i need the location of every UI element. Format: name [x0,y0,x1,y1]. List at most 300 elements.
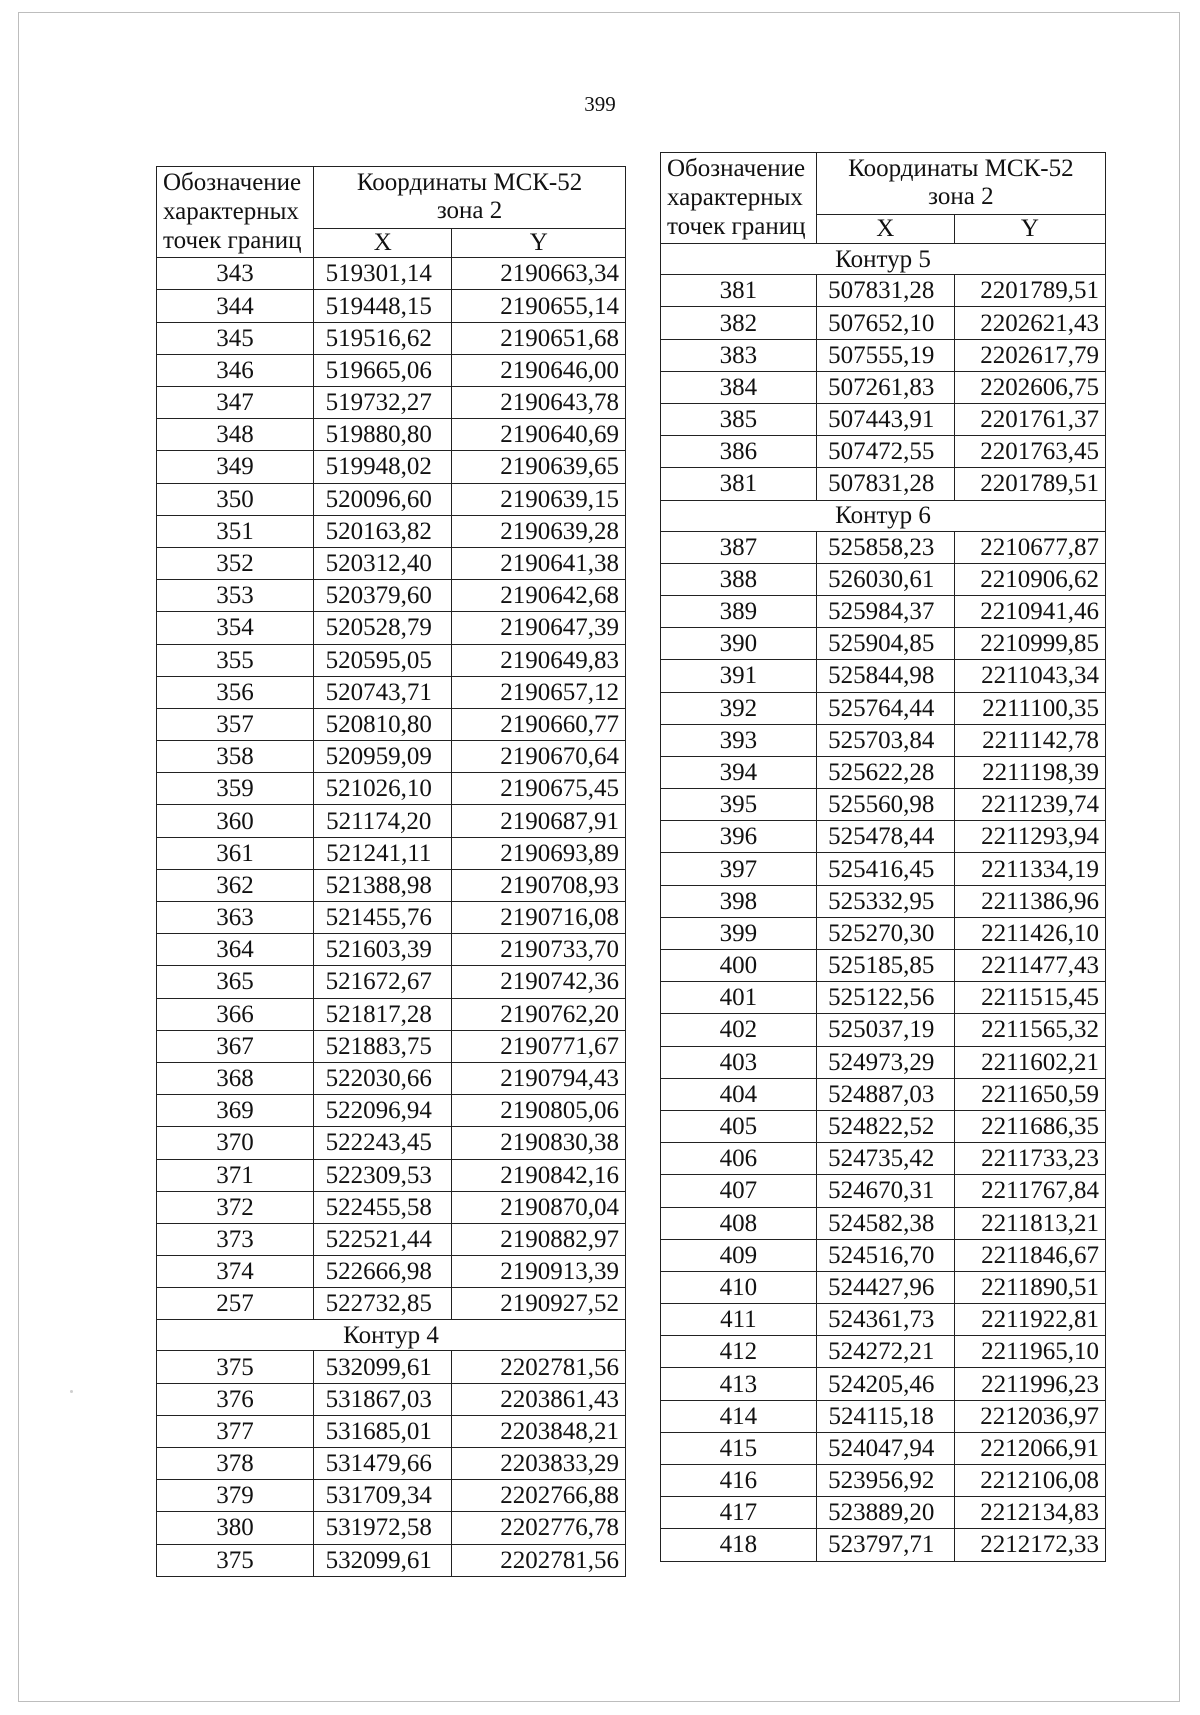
table-row [157,1415,626,1447]
x-coordinate-cell: 507555,19 [816,339,954,371]
table-row [157,1223,626,1255]
header-coords-line: зона 2 [928,183,994,211]
y-coordinate-cell: 2211733,23 [954,1143,1105,1175]
x-coordinate-cell: 524822,52 [816,1110,954,1142]
point-designation-cell: 387 [661,531,817,563]
x-coordinate-cell: 525478,44 [816,821,954,853]
x-coordinate-cell: 525764,44 [816,692,954,724]
table-row [157,354,626,386]
table-row [157,290,626,322]
point-designation-cell: 394 [661,756,817,788]
table-row [157,644,626,676]
table-row [157,1159,626,1191]
table-row [661,563,1106,595]
table-row [661,982,1106,1014]
x-coordinate-cell: 525858,23 [816,531,954,563]
point-designation-cell: 418 [661,1529,817,1561]
table-row [661,1207,1106,1239]
table-row [661,1078,1106,1110]
header-y: Y [954,214,1105,244]
x-coordinate-cell: 519301,14 [314,258,452,290]
y-coordinate-cell: 2190647,39 [452,612,626,644]
point-designation-cell: 410 [661,1271,817,1303]
table-row [157,1256,626,1288]
table-row [157,773,626,805]
header-coords-line: Координаты МСК-52 [356,168,583,196]
y-coordinate-cell: 2190771,67 [452,1030,626,1062]
y-coordinate-cell: 2190660,77 [452,708,626,740]
header-coords-line: Координаты МСК-52 [848,154,1074,182]
table-row [157,515,626,547]
y-coordinate-cell: 2211650,59 [954,1078,1105,1110]
point-designation-cell: 371 [157,1159,314,1191]
point-designation-cell: 346 [157,354,314,386]
x-coordinate-cell: 521603,39 [314,934,452,966]
point-designation-cell: 351 [157,515,314,547]
y-coordinate-cell: 2211426,10 [954,917,1105,949]
y-coordinate-cell: 2190693,89 [452,837,626,869]
y-coordinate-cell: 2190642,68 [452,580,626,612]
y-coordinate-cell: 2190716,08 [452,902,626,934]
point-designation-cell: 402 [661,1014,817,1046]
contour-section-row [661,500,1106,531]
y-coordinate-cell: 2190870,04 [452,1191,626,1223]
y-coordinate-cell: 2211515,45 [954,982,1105,1014]
x-coordinate-cell: 525904,85 [816,628,954,660]
point-designation-cell: 367 [157,1030,314,1062]
y-coordinate-cell: 2202766,88 [452,1480,626,1512]
table-row [661,917,1106,949]
table-row [661,660,1106,692]
y-coordinate-cell: 2190639,28 [452,515,626,547]
point-designation-cell: 375 [157,1544,314,1576]
y-coordinate-cell: 2211890,51 [954,1271,1105,1303]
table-row [157,1512,626,1544]
y-coordinate-cell: 2190663,34 [452,258,626,290]
table-row [157,258,626,290]
y-coordinate-cell: 2202781,56 [452,1544,626,1576]
x-coordinate-cell: 525416,45 [816,853,954,885]
header-designation-line: Обозначение [163,169,302,196]
point-designation-cell: 373 [157,1223,314,1255]
point-designation-cell: 354 [157,612,314,644]
scan-speck [70,1390,73,1393]
point-designation-cell: 398 [661,885,817,917]
table-row [157,387,626,419]
point-designation-cell: 416 [661,1465,817,1497]
y-coordinate-cell: 2202776,78 [452,1512,626,1544]
table-row [157,1383,626,1415]
table-row [661,1143,1106,1175]
point-designation-cell: 353 [157,580,314,612]
y-coordinate-cell: 2210941,46 [954,595,1105,627]
point-designation-cell: 348 [157,419,314,451]
point-designation-cell: 417 [661,1497,817,1529]
point-designation-cell: 380 [157,1512,314,1544]
x-coordinate-cell: 507443,91 [816,404,954,436]
table-row [661,1432,1106,1464]
point-designation-cell: 382 [661,307,817,339]
point-designation-cell: 344 [157,290,314,322]
x-coordinate-cell: 531709,34 [314,1480,452,1512]
x-coordinate-cell: 521455,76 [314,902,452,934]
x-coordinate-cell: 522732,85 [314,1288,452,1320]
header-coordinates [314,167,626,229]
table-row [157,451,626,483]
y-coordinate-cell: 2190641,38 [452,547,626,579]
header-designation [157,167,314,258]
table-row [157,1095,626,1127]
point-designation-cell: 406 [661,1143,817,1175]
y-coordinate-cell: 2190708,93 [452,869,626,901]
point-designation-cell: 355 [157,644,314,676]
point-designation-cell: 396 [661,821,817,853]
y-coordinate-cell: 2211386,96 [954,885,1105,917]
point-designation-cell: 372 [157,1191,314,1223]
x-coordinate-cell: 519516,62 [314,322,452,354]
x-coordinate-cell: 524973,29 [816,1046,954,1078]
point-designation-cell: 375 [157,1351,314,1383]
table-row [661,756,1106,788]
header-x: X [816,214,954,244]
table-row [157,547,626,579]
table-row [157,837,626,869]
table-row [661,692,1106,724]
x-coordinate-cell: 532099,61 [314,1351,452,1383]
x-coordinate-cell: 522096,94 [314,1095,452,1127]
table-row [157,676,626,708]
table-row [661,1497,1106,1529]
y-coordinate-cell: 2211767,84 [954,1175,1105,1207]
y-coordinate-cell: 2212106,08 [954,1465,1105,1497]
y-coordinate-cell: 2190640,69 [452,419,626,451]
x-coordinate-cell: 524670,31 [816,1175,954,1207]
y-coordinate-cell: 2190639,15 [452,483,626,515]
y-coordinate-cell: 2212066,91 [954,1432,1105,1464]
table-row [157,934,626,966]
table-row [157,322,626,354]
table-row [661,1110,1106,1142]
table-row [157,1030,626,1062]
table-row [661,468,1106,500]
y-coordinate-cell: 2203833,29 [452,1448,626,1480]
point-designation-cell: 345 [157,322,314,354]
x-coordinate-cell: 525984,37 [816,595,954,627]
x-coordinate-cell: 519448,15 [314,290,452,322]
header-designation-line: характерных [163,197,299,225]
y-coordinate-cell: 2190649,83 [452,644,626,676]
table-row [661,853,1106,885]
header-designation [661,153,817,244]
x-coordinate-cell: 526030,61 [816,563,954,595]
contour-section-row [157,1320,626,1351]
table-row [661,339,1106,371]
y-coordinate-cell: 2211293,94 [954,821,1105,853]
y-coordinate-cell: 2190651,68 [452,322,626,354]
table-row [661,436,1106,468]
table-row [157,869,626,901]
table-row [157,966,626,998]
table-row [157,1351,626,1383]
point-designation-cell: 400 [661,950,817,982]
point-designation-cell: 415 [661,1432,817,1464]
point-designation-cell: 381 [661,275,817,307]
table-row [661,821,1106,853]
point-designation-cell: 343 [157,258,314,290]
y-coordinate-cell: 2211996,23 [954,1368,1105,1400]
point-designation-cell: 401 [661,982,817,1014]
table-row [661,628,1106,660]
x-coordinate-cell: 520959,09 [314,741,452,773]
x-coordinate-cell: 525037,19 [816,1014,954,1046]
y-coordinate-cell: 2211142,78 [954,724,1105,756]
x-coordinate-cell: 520312,40 [314,547,452,579]
y-coordinate-cell: 2202781,56 [452,1351,626,1383]
table-row [157,1544,626,1576]
y-coordinate-cell: 2201763,45 [954,436,1105,468]
x-coordinate-cell: 522666,98 [314,1256,452,1288]
y-coordinate-cell: 2211334,19 [954,853,1105,885]
point-designation-cell: 368 [157,1062,314,1094]
point-designation-cell: 359 [157,773,314,805]
y-coordinate-cell: 2190646,00 [452,354,626,386]
y-coordinate-cell: 2201761,37 [954,404,1105,436]
y-coordinate-cell: 2211239,74 [954,789,1105,821]
point-designation-cell: 392 [661,692,817,724]
x-coordinate-cell: 507472,55 [816,436,954,468]
x-coordinate-cell: 521026,10 [314,773,452,805]
point-designation-cell: 257 [157,1288,314,1320]
table-row [661,724,1106,756]
point-designation-cell: 352 [157,547,314,579]
x-coordinate-cell: 525560,98 [816,789,954,821]
coordinates-table-left [156,166,626,1577]
y-coordinate-cell: 2212036,97 [954,1400,1105,1432]
x-coordinate-cell: 520096,60 [314,483,452,515]
point-designation-cell: 356 [157,676,314,708]
point-designation-cell: 407 [661,1175,817,1207]
header-coords-line: зона 2 [436,197,503,225]
x-coordinate-cell: 531479,66 [314,1448,452,1480]
x-coordinate-cell: 519948,02 [314,451,452,483]
y-coordinate-cell: 2190742,36 [452,966,626,998]
x-coordinate-cell: 532099,61 [314,1544,452,1576]
x-coordinate-cell: 522521,44 [314,1223,452,1255]
x-coordinate-cell: 531867,03 [314,1383,452,1415]
point-designation-cell: 391 [661,660,817,692]
table-row [157,483,626,515]
x-coordinate-cell: 525703,84 [816,724,954,756]
y-coordinate-cell: 2211686,35 [954,1110,1105,1142]
point-designation-cell: 365 [157,966,314,998]
x-coordinate-cell: 524427,96 [816,1271,954,1303]
y-coordinate-cell: 2190657,12 [452,676,626,708]
x-coordinate-cell: 519880,80 [314,419,452,451]
point-designation-cell: 412 [661,1336,817,1368]
x-coordinate-cell: 525185,85 [816,950,954,982]
point-designation-cell: 385 [661,404,817,436]
point-designation-cell: 366 [157,998,314,1030]
y-coordinate-cell: 2202617,79 [954,339,1105,371]
header-designation-line: точек границ [667,212,806,240]
x-coordinate-cell: 522243,45 [314,1127,452,1159]
x-coordinate-cell: 519732,27 [314,387,452,419]
contour-section-row [661,244,1106,275]
table-row [157,580,626,612]
table-row [157,708,626,740]
header-coordinates [816,153,1105,215]
x-coordinate-cell: 521817,28 [314,998,452,1030]
y-coordinate-cell: 2190670,64 [452,741,626,773]
point-designation-cell: 381 [661,468,817,500]
table-row [661,1014,1106,1046]
y-coordinate-cell: 2202621,43 [954,307,1105,339]
point-designation-cell: 376 [157,1383,314,1415]
y-coordinate-cell: 2211100,35 [954,692,1105,724]
point-designation-cell: 389 [661,595,817,627]
y-coordinate-cell: 2190805,06 [452,1095,626,1127]
y-coordinate-cell: 2201789,51 [954,468,1105,500]
x-coordinate-cell: 520379,60 [314,580,452,612]
y-coordinate-cell: 2203861,43 [452,1383,626,1415]
point-designation-cell: 397 [661,853,817,885]
table-row [157,419,626,451]
x-coordinate-cell: 520595,05 [314,644,452,676]
table-row [661,1368,1106,1400]
point-designation-cell: 379 [157,1480,314,1512]
y-coordinate-cell: 2190842,16 [452,1159,626,1191]
table-row [157,1062,626,1094]
x-coordinate-cell: 525622,28 [816,756,954,788]
y-coordinate-cell: 2211043,34 [954,660,1105,692]
point-designation-cell: 408 [661,1207,817,1239]
table-row [661,1336,1106,1368]
table-row [157,1191,626,1223]
y-coordinate-cell: 2211198,39 [954,756,1105,788]
x-coordinate-cell: 521883,75 [314,1030,452,1062]
y-coordinate-cell: 2190687,91 [452,805,626,837]
point-designation-cell: 358 [157,741,314,773]
point-designation-cell: 411 [661,1304,817,1336]
table-row [661,1529,1106,1561]
y-coordinate-cell: 2211813,21 [954,1207,1105,1239]
point-designation-cell: 347 [157,387,314,419]
table-row [661,1400,1106,1432]
y-coordinate-cell: 2203848,21 [452,1415,626,1447]
table-row [661,275,1106,307]
point-designation-cell: 386 [661,436,817,468]
table-row [661,1465,1106,1497]
y-coordinate-cell: 2190913,39 [452,1256,626,1288]
y-coordinate-cell: 2190643,78 [452,387,626,419]
x-coordinate-cell: 531685,01 [314,1415,452,1447]
y-coordinate-cell: 2212134,83 [954,1497,1105,1529]
x-coordinate-cell: 507652,10 [816,307,954,339]
point-designation-cell: 361 [157,837,314,869]
page-number: 399 [584,92,616,116]
point-designation-cell: 362 [157,869,314,901]
x-coordinate-cell: 522309,53 [314,1159,452,1191]
x-coordinate-cell: 519665,06 [314,354,452,386]
table-row [661,595,1106,627]
x-coordinate-cell: 521388,98 [314,869,452,901]
table-row [661,307,1106,339]
y-coordinate-cell: 2190762,20 [452,998,626,1030]
point-designation-cell: 414 [661,1400,817,1432]
table-row [661,789,1106,821]
table-row [157,1480,626,1512]
y-coordinate-cell: 2190639,65 [452,451,626,483]
y-coordinate-cell: 2190655,14 [452,290,626,322]
x-coordinate-cell: 524582,38 [816,1207,954,1239]
x-coordinate-cell: 524361,73 [816,1304,954,1336]
point-designation-cell: 405 [661,1110,817,1142]
table-row [157,741,626,773]
y-coordinate-cell: 2210999,85 [954,628,1105,660]
y-coordinate-cell: 2211846,67 [954,1239,1105,1271]
y-coordinate-cell: 2211922,81 [954,1304,1105,1336]
x-coordinate-cell: 524272,21 [816,1336,954,1368]
x-coordinate-cell: 522030,66 [314,1062,452,1094]
point-designation-cell: 378 [157,1448,314,1480]
x-coordinate-cell: 520810,80 [314,708,452,740]
header-x: X [314,228,452,258]
table-row [157,1127,626,1159]
x-coordinate-cell: 531972,58 [314,1512,452,1544]
x-coordinate-cell: 524047,94 [816,1432,954,1464]
x-coordinate-cell: 525270,30 [816,917,954,949]
y-coordinate-cell: 2202606,75 [954,371,1105,403]
x-coordinate-cell: 524205,46 [816,1368,954,1400]
x-coordinate-cell: 520528,79 [314,612,452,644]
point-designation-cell: 374 [157,1256,314,1288]
table-row [157,805,626,837]
x-coordinate-cell: 522455,58 [314,1191,452,1223]
x-coordinate-cell: 524516,70 [816,1239,954,1271]
x-coordinate-cell: 523956,92 [816,1465,954,1497]
table-row [661,1175,1106,1207]
point-designation-cell: 413 [661,1368,817,1400]
y-coordinate-cell: 2190830,38 [452,1127,626,1159]
point-designation-cell: 363 [157,902,314,934]
y-coordinate-cell: 2190675,45 [452,773,626,805]
point-designation-cell: 384 [661,371,817,403]
point-designation-cell: 370 [157,1127,314,1159]
y-coordinate-cell: 2190733,70 [452,934,626,966]
point-designation-cell: 403 [661,1046,817,1078]
table-row [661,950,1106,982]
x-coordinate-cell: 507261,83 [816,371,954,403]
y-coordinate-cell: 2190927,52 [452,1288,626,1320]
point-designation-cell: 377 [157,1415,314,1447]
x-coordinate-cell: 525122,56 [816,982,954,1014]
y-coordinate-cell: 2211965,10 [954,1336,1105,1368]
y-coordinate-cell: 2212172,33 [954,1529,1105,1561]
x-coordinate-cell: 507831,28 [816,275,954,307]
x-coordinate-cell: 524887,03 [816,1078,954,1110]
contour-label: Контур 6 [661,500,1106,531]
table-row [157,612,626,644]
header-designation-line: точек границ [163,226,302,254]
x-coordinate-cell: 520743,71 [314,676,452,708]
header-y: Y [452,228,626,258]
y-coordinate-cell: 2190794,43 [452,1062,626,1094]
x-coordinate-cell: 521174,20 [314,805,452,837]
x-coordinate-cell: 525332,95 [816,885,954,917]
point-designation-cell: 350 [157,483,314,515]
table-row [661,1239,1106,1271]
point-designation-cell: 369 [157,1095,314,1127]
